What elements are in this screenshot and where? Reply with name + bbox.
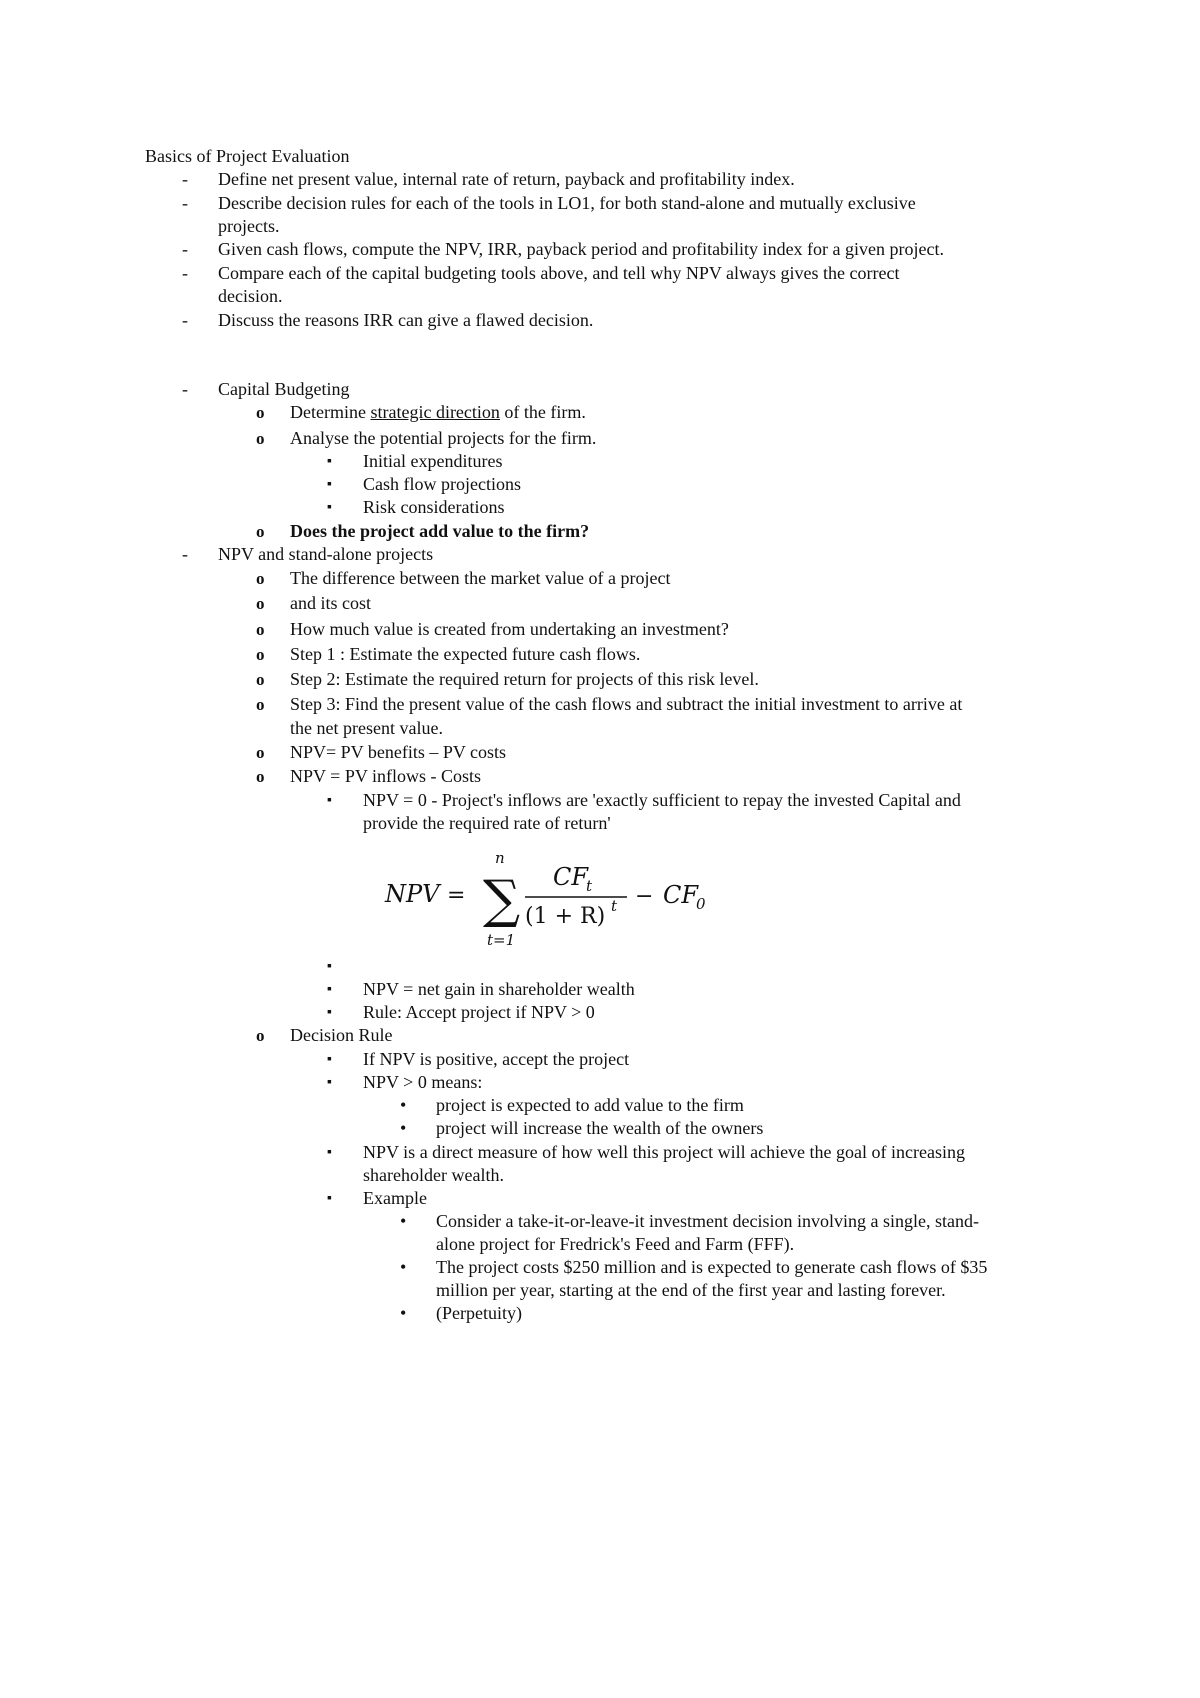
- dash-bullet: -: [182, 239, 188, 259]
- npv-item-continued: the net present value.: [290, 718, 443, 738]
- formula-numerator: CF: [553, 863, 589, 891]
- dash-bullet: -: [182, 310, 188, 330]
- npv-meaning: NPV = net gain in shareholder wealth: [363, 979, 635, 999]
- circle-bullet: o: [256, 569, 265, 588]
- circle-bullet: o: [256, 645, 265, 664]
- objective-item-continued: projects.: [218, 216, 280, 236]
- analyse-subitem: Cash flow projections: [363, 474, 521, 494]
- formula-equals: =: [447, 883, 466, 908]
- circle-bullet: o: [256, 522, 265, 541]
- circle-bullet: o: [256, 429, 265, 448]
- dash-bullet: -: [182, 544, 188, 564]
- analyse-subitem: Risk considerations: [363, 497, 505, 517]
- value-question: Does the project add value to the firm?: [290, 521, 590, 541]
- dot-bullet: •: [400, 1211, 407, 1231]
- circle-bullet: o: [256, 695, 265, 714]
- square-bullet: ▪: [327, 500, 332, 515]
- determine-item: [290, 401, 586, 424]
- formula-cf0: CF: [663, 881, 699, 909]
- objective-item: Define net present value, internal rate of return, payback and profitability index.: [218, 169, 795, 189]
- npv-item: Step 1 : Estimate the expected future cash flows.: [290, 644, 641, 664]
- dot-bullet: •: [400, 1118, 407, 1138]
- npv-rule: Rule: Accept project if NPV > 0: [363, 1002, 595, 1022]
- circle-bullet: o: [256, 594, 265, 613]
- circle-bullet: o: [256, 670, 265, 689]
- npv-item: Step 2: Estimate the required return for projects of this risk level.: [290, 669, 759, 689]
- formula-denominator-sup: t: [611, 897, 618, 915]
- square-bullet: ▪: [327, 477, 332, 492]
- example-item-continued: million per year, starting at the end of the first year and lasting forever.: [436, 1280, 946, 1300]
- npv-heading: NPV and stand-alone projects: [218, 544, 434, 564]
- decision-item-continued: shareholder wealth.: [363, 1165, 504, 1185]
- square-bullet: ▪: [327, 982, 332, 997]
- npv-zero-line: NPV = 0 - Project's inflows are 'exactly sufficient to repay the invested Capital and: [363, 790, 961, 810]
- means-item: project will increase the wealth of the owners: [436, 1118, 764, 1138]
- npv-formula-svg: [385, 849, 725, 955]
- determine-text-pre: Determine: [290, 402, 371, 422]
- example-item: Consider a take-it-or-leave-it investment decision involving a single, stand-: [436, 1211, 979, 1231]
- dot-bullet: •: [400, 1257, 407, 1277]
- example-item: The project costs $250 million and is expected to generate cash flows of $35: [436, 1257, 988, 1277]
- formula-upper-limit: n: [495, 849, 505, 867]
- objective-item: Discuss the reasons IRR can give a flawed decision.: [218, 310, 594, 330]
- means-item: project is expected to add value to the firm: [436, 1095, 744, 1115]
- formula-sigma: ∑: [483, 870, 521, 930]
- dash-bullet: -: [182, 169, 188, 189]
- circle-bullet: o: [256, 1026, 265, 1045]
- square-bullet: ▪: [327, 1145, 332, 1160]
- formula-lower-limit: t=1: [487, 931, 516, 949]
- square-bullet: ▪: [327, 1005, 332, 1020]
- analyse-subitem: Initial expenditures: [363, 451, 503, 471]
- circle-bullet: o: [256, 767, 265, 786]
- npv-item: The difference between the market value of a project: [290, 568, 671, 588]
- dash-bullet: -: [182, 193, 188, 213]
- dot-bullet: •: [400, 1303, 407, 1323]
- npv-item: and its cost: [290, 593, 371, 613]
- formula-numerator-sub: t: [586, 877, 593, 895]
- example-item-continued: alone project for Fredrick's Feed and Farm (FFF).: [436, 1234, 795, 1254]
- npv-item: How much value is created from undertaking an investment?: [290, 619, 729, 639]
- formula-cf0-sub: 0: [696, 895, 706, 913]
- square-bullet-empty: ▪: [327, 959, 332, 974]
- npv-formula: [385, 849, 725, 955]
- example-heading: Example: [363, 1188, 427, 1208]
- square-bullet: ▪: [327, 1052, 332, 1067]
- dash-bullet: -: [182, 379, 188, 399]
- dash-bullet: -: [182, 263, 188, 283]
- analyse-item: Analyse the potential projects for the firm.: [290, 428, 597, 448]
- circle-bullet: o: [256, 403, 265, 422]
- decision-item: If NPV is positive, accept the project: [363, 1049, 630, 1069]
- npv-item: NPV = PV inflows - Costs: [290, 766, 482, 786]
- page-title: Basics of Project Evaluation: [145, 146, 350, 166]
- square-bullet: ▪: [327, 1075, 332, 1090]
- objective-item-continued: decision.: [218, 286, 283, 306]
- npv-item: NPV= PV benefits – PV costs: [290, 742, 507, 762]
- square-bullet: ▪: [327, 1191, 332, 1206]
- objective-item: Compare each of the capital budgeting tools above, and tell why NPV always gives the correct: [218, 263, 900, 283]
- decision-item: NPV > 0 means:: [363, 1072, 483, 1092]
- npv-item: Step 3: Find the present value of the cash flows and subtract the initial investment to arrive at: [290, 694, 963, 714]
- determine-text-post: of the firm.: [499, 402, 586, 422]
- decision-rule-heading: Decision Rule: [290, 1025, 393, 1045]
- square-bullet: ▪: [327, 793, 332, 808]
- strategic-direction-underlined: strategic direction: [370, 402, 500, 422]
- capital-budgeting-heading: Capital Budgeting: [218, 379, 350, 399]
- npv-zero-line-continued: provide the required rate of return': [363, 813, 611, 833]
- circle-bullet: o: [256, 743, 265, 762]
- formula-minus: −: [635, 884, 654, 909]
- objective-item: Given cash flows, compute the NPV, IRR, payback period and profitability index for a given project.: [218, 239, 944, 259]
- square-bullet: ▪: [327, 454, 332, 469]
- circle-bullet: o: [256, 620, 265, 639]
- dot-bullet: •: [400, 1095, 407, 1115]
- formula-denominator: (1 + R): [525, 904, 606, 929]
- example-item: (Perpetuity): [436, 1303, 522, 1323]
- decision-item: NPV is a direct measure of how well this project will achieve the goal of increasing: [363, 1142, 965, 1162]
- objective-item: Describe decision rules for each of the tools in LO1, for both stand-alone and mutually exclusive: [218, 193, 916, 213]
- formula-lhs: NPV: [385, 880, 440, 908]
